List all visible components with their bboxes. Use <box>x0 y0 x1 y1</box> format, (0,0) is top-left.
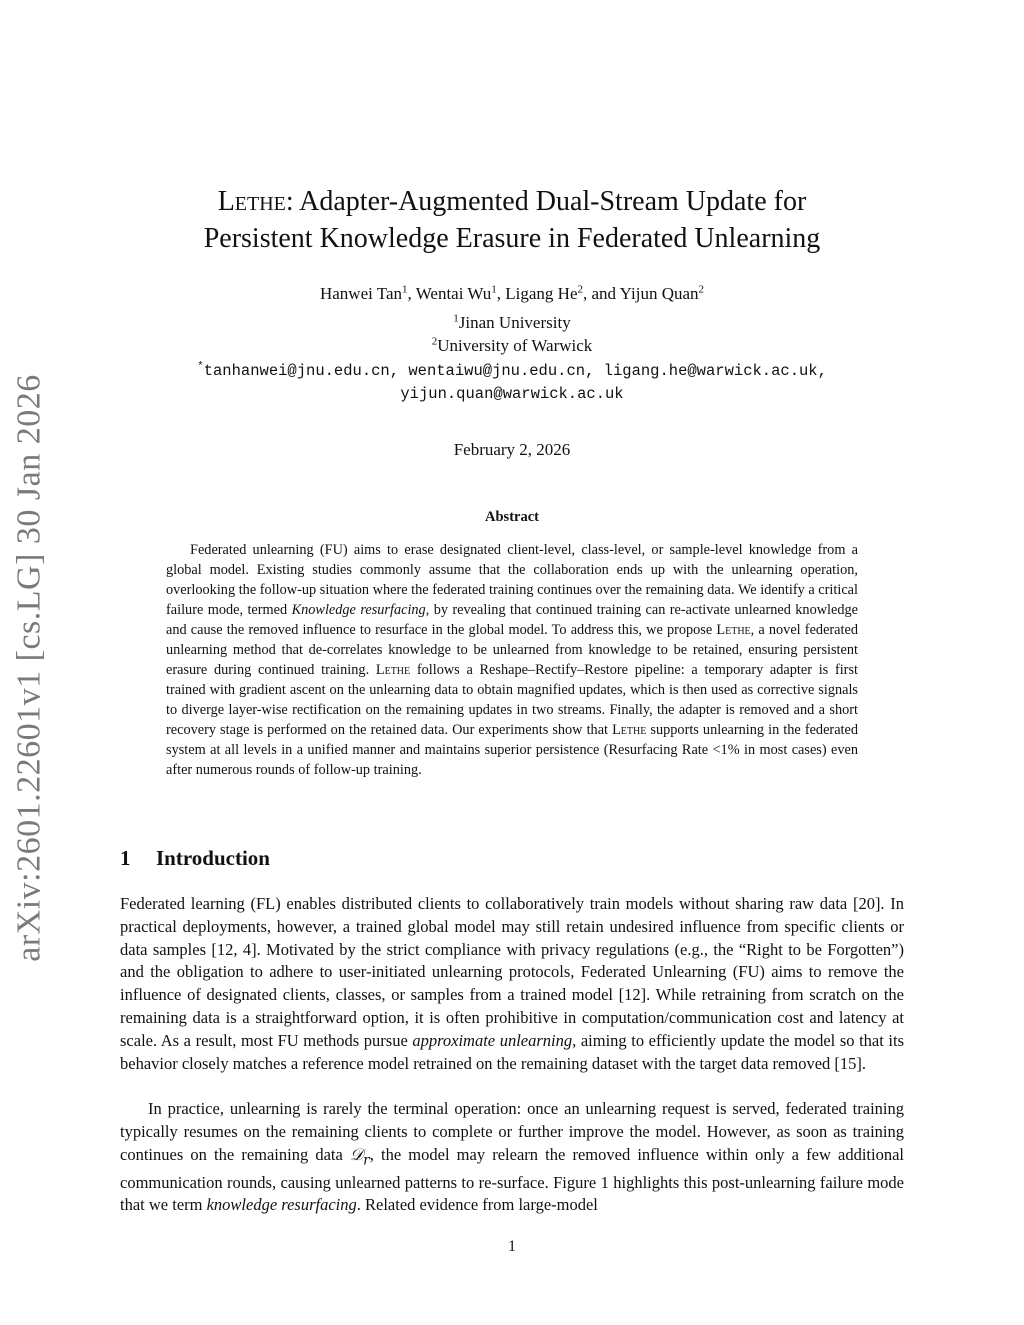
author-name: , and Yijun Quan <box>583 284 699 303</box>
email-line-2: yijun.quan@warwick.ac.uk <box>400 385 624 403</box>
body-text: . Related evidence from large-model <box>356 1195 598 1215</box>
affiliation-sup: 2 <box>431 335 438 348</box>
author-affil-sup: 1 <box>491 283 497 296</box>
affiliation-name: Jinan University <box>458 313 571 332</box>
body-emphasis: approximate unlearning <box>412 1030 573 1050</box>
abstract-text: follows a Reshape–Rectify–Restore pipeline: a temporary adapter is first trained with gradient ascent on the unlearning data to obtain magnified updates, which is then used as corrective signals to diverge layer-wise rectification on the remaining updates in two streams. Finally, the adapter is removed and a short recovery stage is performed on the retained data. Our experiments show that <box>166 662 858 738</box>
title-line2: Persistent Knowledge Erasure in Federated Unlearning <box>203 223 821 254</box>
paper-title <box>120 183 904 257</box>
body-emphasis: knowledge resurfacing <box>206 1195 357 1215</box>
body-text: Federated learning (FL) enables distributed clients to collaboratively train models without sharing raw data [20]. In practical deployments, however, a trained global model may still retain undesired influence from specific clients or data samples [12, 4]. Motivated by the strict compliance with privacy regulations (e.g., the “Right to be Forgotten”) and the obligation to adhere to user-initiated unlearning protocols, Federated Unlearning (FU) aims to remove the influence of designated clients, classes, or samples from a trained model [12]. While retraining from scratch on the remaining data is a straightforward option, it is often prohibitive in computation/communication cost and latency at scale. As a result, most FU methods pursue <box>120 894 904 1050</box>
intro-paragraph-1 <box>120 893 904 1075</box>
method-name: Lethe <box>612 722 647 738</box>
affiliation <box>120 334 904 357</box>
author-affil-sup: 2 <box>698 283 705 296</box>
affiliation <box>120 311 904 334</box>
author-affil-sup: 1 <box>402 283 408 296</box>
abstract-text: supports unlearning in the federated system at all levels in a unified manner and maintains superior persistence (Resurfacing Rate <1% in most cases) even after numerous rounds of follow-up training. <box>166 722 859 778</box>
arxiv-identifier: arXiv:2601.22601v1 [cs.LG] 30 Jan 2026 <box>11 373 49 962</box>
method-name: Lethe <box>716 622 751 638</box>
author-name: Hanwei Tan <box>319 284 403 303</box>
math-subscript: r <box>363 1151 370 1168</box>
abstract-emphasis: Knowledge resurfacing <box>291 602 426 618</box>
section-number: 1 <box>120 846 131 870</box>
email-line-1: tanhanwei@jnu.edu.cn, wentaiwu@jnu.edu.cn, ligang.he@warwick.ac.uk, <box>203 362 827 380</box>
abstract-text: Federated unlearning (FU) aims to erase designated client-level, class-level, or sample-level knowledge from a global model. Existing studies commonly assume that the collaboration ends up with the unlearning operation, overlooking the follow-up situation where the federated training continues over the remaining data. We identify a critical failure mode, termed <box>166 542 858 618</box>
abstract-heading: Abstract <box>485 509 539 525</box>
affiliation-sup: 1 <box>453 312 459 325</box>
method-name: Lethe <box>375 662 411 678</box>
affiliation-name: University of Warwick <box>437 336 593 355</box>
author-emails <box>120 360 904 406</box>
method-name: Lethe <box>217 186 286 217</box>
math-symbol: 𝒟 <box>349 1144 364 1164</box>
page-number: 1 <box>508 1238 516 1255</box>
arxiv-sidebar <box>2 373 58 962</box>
abstract-text: , a novel federated unlearning method that de-correlates knowledge to be unlearned from knowledge to be retained, ensuring persistent erasure during continued training. <box>166 622 858 678</box>
title-line1: : Adapter-Augmented Dual-Stream Update for <box>285 186 807 217</box>
author-list <box>120 282 904 306</box>
email-marker: * <box>197 360 204 373</box>
abstract-body <box>166 540 858 780</box>
author-name: , Ligang He <box>496 284 578 303</box>
author-name: , Wentai Wu <box>407 284 492 303</box>
author-affil-sup: 2 <box>577 283 583 296</box>
intro-paragraph-2 <box>120 1098 904 1217</box>
section-heading <box>120 846 270 871</box>
section-title: Introduction <box>156 846 270 870</box>
body-text: , aiming to efficiently update the model so that its behavior closely matches a reference model retrained on the remaining dataset with the target data removed [15]. <box>120 1030 904 1073</box>
abstract-text: , by revealing that continued training can re-activate unlearned knowledge and cause the removed influence to resurface in the global model. To address this, we propose <box>166 602 859 638</box>
paper-date: February 2, 2026 <box>453 440 571 459</box>
body-text: In practice, unlearning is rarely the terminal operation: once an unlearning request is served, federated training typically resumes on the remaining clients to complete or further improve the model. However, as soon as training continues on the remaining data <box>120 1099 904 1164</box>
body-text: , the model may relearn the removed influence within only a few additional communication rounds, causing unlearned patterns to re-surface. Figure 1 highlights this post-unlearning failure mode that we term <box>120 1144 904 1215</box>
